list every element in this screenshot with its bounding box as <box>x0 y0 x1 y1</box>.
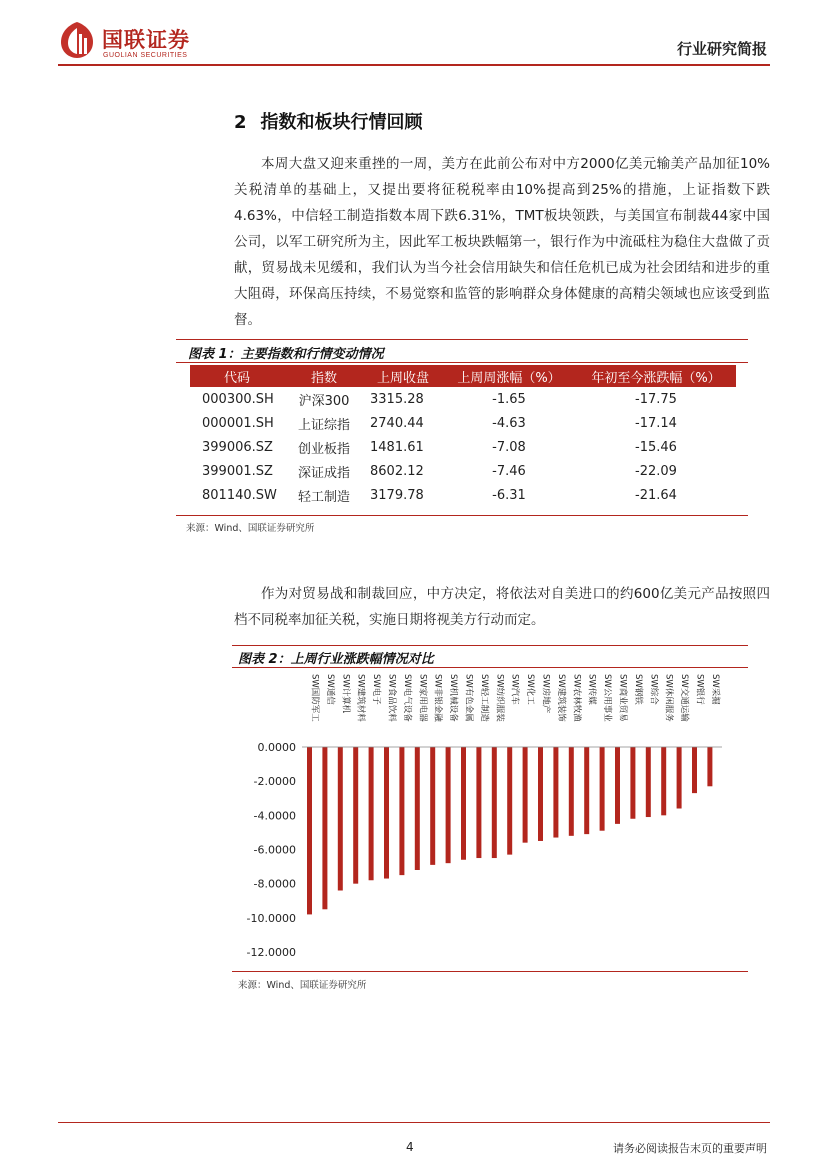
header-code: 代码 <box>190 365 284 387</box>
y-tick-label: -6.0000 <box>253 843 296 857</box>
figure1-title-rule <box>176 362 748 363</box>
bar-13 <box>507 747 512 855</box>
header-rule <box>58 64 770 66</box>
bar-20 <box>615 747 620 824</box>
cell-code: 801140.SW <box>202 487 277 503</box>
bar-23 <box>661 747 666 815</box>
cell-close: 2740.44 <box>370 415 424 431</box>
footer-disclaimer: 请务必阅读报告末页的重要声明 <box>613 1142 767 1155</box>
category-label: SW建筑材料 <box>355 674 366 722</box>
category-label: SW休闲服务 <box>663 674 674 722</box>
figure1-title: 图表 1：主要指数和行情变动情况 <box>188 347 384 362</box>
figure1-source: 来源：Wind、国联证券研究所 <box>186 523 315 534</box>
cell-index: 深证成指 <box>297 465 350 481</box>
category-label: SW汽车 <box>509 674 520 705</box>
category-label: SW食品饮料 <box>386 674 397 722</box>
y-tick-label: -10.0000 <box>246 911 296 925</box>
document-type: 行业研究简报 <box>676 40 767 58</box>
table-row <box>190 459 736 483</box>
bar-7 <box>415 747 420 870</box>
figure2-title-rule <box>232 667 748 668</box>
section-heading <box>234 108 423 134</box>
cell-index: 沪深300 <box>298 393 350 409</box>
category-label: SW纺织服装 <box>494 674 505 722</box>
bar-4 <box>369 747 374 880</box>
cell-index: 创业板指 <box>297 441 350 457</box>
bar-19 <box>600 747 605 831</box>
cell-close: 3315.28 <box>370 391 424 407</box>
table-row <box>190 387 736 411</box>
category-label: SW房地产 <box>540 674 551 714</box>
table-row <box>190 435 736 459</box>
cell-ytd-change: -15.46 <box>635 439 677 455</box>
figure1-top-rule <box>176 339 748 340</box>
y-tick-label: -4.0000 <box>253 809 296 823</box>
category-label: SW有色金属 <box>463 674 474 722</box>
category-label: SW公用事业 <box>602 674 613 722</box>
figure2-top-rule <box>232 645 748 646</box>
bar-10 <box>461 747 466 860</box>
page-number: 4 <box>406 1140 414 1154</box>
paragraph-china-response: 作为对贸易战和制裁回应，中方决定，将依法对自美进口的约600亿美元产品按照四档不同税率加征关税，实施日期将视美方行动而定。 <box>234 586 770 628</box>
category-label: SW商业贸易 <box>617 674 628 722</box>
bar-26 <box>707 747 712 786</box>
company-logo <box>58 20 218 60</box>
y-tick-label: -2.0000 <box>253 775 296 789</box>
table-row <box>190 411 736 435</box>
bar-16 <box>553 747 558 838</box>
category-label: SW国防军工 <box>309 674 320 722</box>
figure2-source: 来源：Wind、国联证券研究所 <box>238 980 367 991</box>
bar-0 <box>307 747 312 914</box>
category-label: SW电子 <box>371 674 382 705</box>
header-index: 指数 <box>284 365 364 387</box>
bar-11 <box>476 747 481 858</box>
cell-index: 轻工制造 <box>297 489 350 505</box>
category-label: SW计算机 <box>340 674 351 714</box>
category-label: SW钢铁 <box>632 674 643 705</box>
cell-week-change: -7.46 <box>492 463 526 479</box>
bar-6 <box>399 747 404 875</box>
category-label: SW采掘 <box>709 674 720 705</box>
figure1-bottom-rule <box>176 515 748 516</box>
category-label: SW非银金融 <box>432 674 443 722</box>
cell-close: 3179.78 <box>370 487 424 503</box>
category-label: SW银行 <box>694 674 705 705</box>
cell-code: 000001.SH <box>202 415 274 431</box>
cell-code: 399006.SZ <box>202 439 273 455</box>
category-label: SW农林牧渔 <box>571 674 582 722</box>
paragraph-market-review: 本周大盘又迎来重挫的一周，美方在此前公布对中方2000亿美元输美产品加征10%关税清单的基础上，又提出要将征税税率由10%提高到25%的措施，上证指数下跌4.63%，中信轻工制造指数本周下跌6.31%，TMT板块领跌，与美国宣布制裁44家中国公司，以军工研究所为主，因此军工板块跌幅第一，银行作为中流砥柱为稳住大盘做了贡献，贸易战未见缓和，我们认为当今社会信用缺失和信任危机已成为社会团结和进步的重大阻碍，环保高压持续，不易觉察和监管的影响群众身体健康的高精尖领域也应该受到监督。 <box>234 156 770 328</box>
y-tick-label: 0.0000 <box>257 741 296 754</box>
logo-text-cn: 国联证券 <box>102 28 190 52</box>
bar-9 <box>446 747 451 863</box>
bar-25 <box>692 747 697 793</box>
bar-22 <box>646 747 651 817</box>
figure2-bottom-rule <box>232 971 748 972</box>
cell-ytd-change: -21.64 <box>635 487 677 503</box>
figure2-title: 图表 2：上周行业涨跌幅情况对比 <box>238 652 434 667</box>
cell-index: 上证综指 <box>297 417 350 433</box>
header-ytd-change: 年初至今涨跌幅（%） <box>576 365 736 387</box>
cell-code: 000300.SH <box>202 391 274 407</box>
section-title: 指数和板块行情回顾 <box>260 112 423 133</box>
category-label: SW通信 <box>324 674 335 705</box>
footer-rule <box>58 1122 770 1123</box>
cell-close: 1481.61 <box>370 439 424 455</box>
table-row <box>190 483 736 507</box>
cell-ytd-change: -22.09 <box>635 463 677 479</box>
category-label: SW建筑装饰 <box>555 674 566 722</box>
category-label: SW传媒 <box>586 674 597 705</box>
table-header-row <box>190 365 736 387</box>
y-tick-label: -8.0000 <box>253 877 296 891</box>
category-label: SW轻工制造 <box>478 674 489 722</box>
cell-week-change: -6.31 <box>492 487 526 503</box>
industry-change-bar-chart <box>232 670 732 968</box>
bar-3 <box>353 747 358 884</box>
bar-2 <box>338 747 343 891</box>
cell-week-change: -1.65 <box>492 391 526 407</box>
bar-12 <box>492 747 497 858</box>
section-number: 2 <box>234 112 247 133</box>
bar-15 <box>538 747 543 841</box>
index-table <box>190 365 736 507</box>
header-week-change: 上周周涨幅（%） <box>442 365 576 387</box>
category-label: SW家用电器 <box>417 674 428 722</box>
cell-ytd-change: -17.14 <box>635 415 677 431</box>
bar-1 <box>322 747 327 909</box>
category-label: SW综合 <box>648 674 659 705</box>
cell-week-change: -4.63 <box>492 415 526 431</box>
category-label: SW化工 <box>525 674 536 705</box>
bar-8 <box>430 747 435 865</box>
bar-24 <box>677 747 682 809</box>
category-label: SW电气设备 <box>401 674 412 722</box>
bar-17 <box>569 747 574 836</box>
bar-18 <box>584 747 589 834</box>
cell-code: 399001.SZ <box>202 463 273 479</box>
bar-21 <box>630 747 635 819</box>
logo-text-en: GUOLIAN SECURITIES <box>103 52 188 59</box>
bar-14 <box>523 747 528 843</box>
bar-5 <box>384 747 389 879</box>
cell-ytd-change: -17.75 <box>635 391 677 407</box>
category-label: SW机械设备 <box>448 674 459 722</box>
category-label: SW交通运输 <box>679 674 690 722</box>
logo-mark-icon <box>58 20 96 60</box>
y-tick-label: -12.0000 <box>246 946 296 959</box>
header-close: 上周收盘 <box>364 365 442 387</box>
cell-week-change: -7.08 <box>492 439 526 455</box>
cell-close: 8602.12 <box>370 463 424 479</box>
